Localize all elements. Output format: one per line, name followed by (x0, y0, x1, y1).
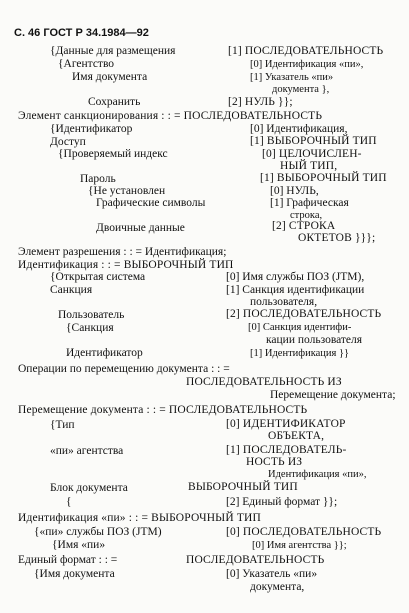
text-line: Доступ (50, 136, 86, 148)
text-line: документа, (250, 581, 305, 593)
text-line: Пользователь (58, 309, 125, 321)
text-line: документа }, (272, 84, 330, 95)
text-line: Элемент санкционирования : : = ПОСЛЕДОВАТЕЛЬНОСТЬ (18, 110, 323, 122)
text-line: Перемещение документа : : = ПОСЛЕДОВАТЕЛЬНОСТЬ (18, 404, 308, 416)
text-line: [2] Единый формат }}; (226, 496, 338, 508)
text-line: Идентификация «пи» : : = ВЫБОРОЧНЫЙ ТИП (18, 512, 261, 524)
text-line: {Имя «пи» (52, 539, 106, 551)
text-line: [1] Графическая (270, 197, 349, 209)
text-line: { (66, 496, 72, 508)
text-line: [1] Санкция идентификации (226, 284, 365, 296)
text-line: ПОСЛЕДОВАТЕЛЬНОСТЬ (186, 554, 325, 566)
text-line: [0] Санкция идентифи- (248, 322, 352, 333)
text-line: Идентификация : : = ВЫБОРОЧНЫЙ ТИП (18, 259, 234, 271)
text-line: [0] ИДЕНТИФИКАТОР (226, 418, 346, 430)
text-line: [0] Имя службы ПОЗ (JTM), (226, 271, 365, 283)
text-line: Графические символы (96, 197, 206, 209)
text-line: Блок документа (50, 482, 128, 494)
text-line: [1] Указатель «пи» (250, 72, 334, 83)
text-line: {Санкция (66, 322, 114, 334)
text-line: Сохранить (88, 96, 141, 108)
text-line: пользователя, (250, 296, 318, 308)
text-line: Единый формат : : = (18, 554, 118, 566)
page-header: С. 46 ГОСТ Р 34.1984—92 (14, 27, 149, 39)
text-line: {Агентство (58, 58, 115, 70)
text-line: {Имя документа (34, 568, 115, 580)
text-line: Идентификатор (66, 347, 143, 359)
text-line: [1] ВЫБОРОЧНЫЙ ТИП (260, 172, 387, 184)
text-line: Элемент разрешения : : = Идентификация; (18, 246, 227, 258)
text-line: строка, (290, 210, 323, 221)
text-line: {Данные для размещения (50, 45, 176, 57)
text-line: [0] Идентификация, (250, 123, 348, 135)
text-line: Санкция (50, 284, 93, 296)
text-line: Перемещение документа; (270, 389, 396, 401)
text-line: {Открытая система (50, 271, 146, 283)
text-line: Имя документа (72, 71, 148, 83)
text-line: [1] ПОСЛЕДОВАТЕЛЬНОСТЬ (228, 45, 384, 57)
text-line: [1] Идентификация }} (250, 348, 350, 359)
text-line: [1] ПОСЛЕДОВАТЕЛЬ- (226, 444, 347, 456)
text-line: Двоичные данные (96, 222, 185, 234)
text-line: [0] ЦЕЛОЧИСЛЕН- (262, 148, 362, 160)
text-line: [0] Имя агентства }}; (252, 540, 347, 551)
text-line: ВЫБОРОЧНЫЙ ТИП (188, 481, 298, 493)
text-line: ПОСЛЕДОВАТЕЛЬНОСТЬ ИЗ (186, 376, 342, 388)
text-line: кации пользователя (266, 334, 363, 346)
text-line: ОКТЕТОВ }}}; (298, 232, 376, 244)
text-line: [0] Указатель «пи» (226, 568, 318, 580)
text-line: Пароль (80, 173, 116, 185)
text-line: [2] ПОСЛЕДОВАТЕЛЬНОСТЬ (226, 308, 382, 320)
text-line: [0] Идентификация «пи», (250, 59, 364, 70)
text-line: {Идентификатор (50, 123, 133, 135)
text-line: ОБЪЕКТА, (268, 430, 325, 442)
text-line: [2] НУЛЬ }}; (228, 96, 293, 108)
text-line: Операции по перемещению документа : : = (18, 363, 230, 375)
text-line: [2] СТРОКА (272, 220, 336, 232)
text-line: {Не установлен (88, 185, 166, 197)
text-line: НОСТЬ ИЗ (246, 456, 303, 468)
text-line: [1] ВЫБОРОЧНЫЙ ТИП (250, 135, 377, 147)
text-line: Идентификация «пи», (268, 469, 367, 480)
text-line: {Тип (50, 419, 75, 431)
text-line: «пи» агентства (50, 445, 124, 457)
text-line: {Проверяемый индекс (58, 148, 168, 160)
text-line: [0] НУЛЬ, (270, 185, 319, 197)
text-line: НЫЙ ТИП, (280, 160, 338, 172)
text-line: {«пи» службы ПОЗ (JTM) (34, 526, 162, 538)
text-line: [0] ПОСЛЕДОВАТЕЛЬНОСТЬ (226, 526, 382, 538)
